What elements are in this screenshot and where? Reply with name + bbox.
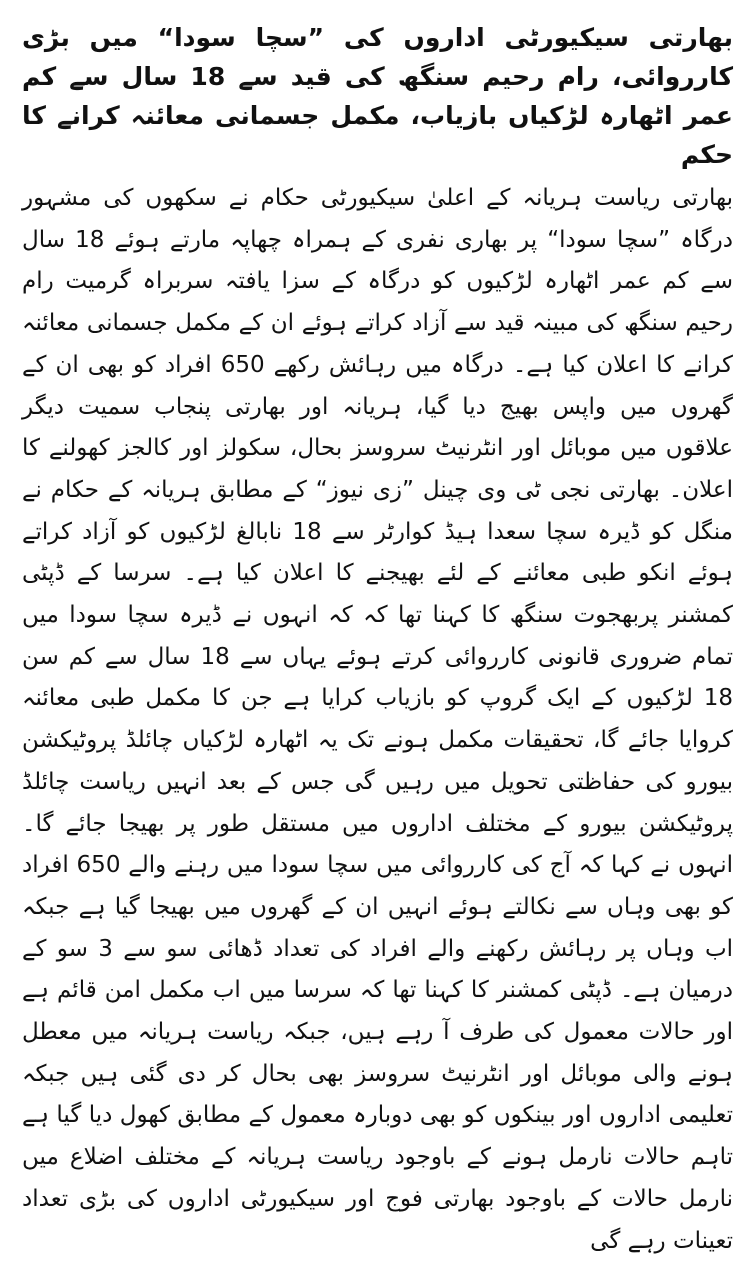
article-headline: بھارتی سیکیورٹی اداروں کی ”سچا سودا“ میں بڑی کارروائی، رام رحیم سنگھ کی قید سے 18 سال سے کم عمر اٹھارہ لڑکیاں بازیاب، مکمل جسمانی معائنہ کرانے کا حکم bbox=[22, 23, 733, 169]
article-body: بھارتی ریاست ہریانہ کے اعلیٰ سیکیورٹی حکام نے سکھوں کی مشہور درگاہ ”سچا سودا“ پر بھاری نفری کے ہمراہ چھاپہ مارتے ہوئے 18 سال سے کم عمر اٹھارہ لڑکیوں کو درگاہ کے سزا یافتہ سربراہ گرمیت رام رحیم سنگھ کی مبینہ قید سے آزاد کراتے ہوئے ان کے مکمل جسمانی معائنہ کرانے کا اعلان کیا ہے۔ درگاہ میں رہائش رکھے 650 افراد کو بھی ان کے گھروں میں واپس بھیج دیا گیا، ہریانہ اور بھارتی پنجاب سمیت دیگر علاقوں میں موبائل اور انٹرنیٹ سروسز بحال، سکولز اور کالجز کھولنے کا اعلان۔ بھارتی نجی ٹی وی چینل ”زی نیوز“ کے مطابق ہریانہ کے حکام نے منگل کو ڈیرہ سچا سعدا ہیڈ کوارٹر سے 18 نابالغ لڑکیوں کو آزاد کراتے ہوئے انکو طبی معائنے کے لئے بھیجنے کا اعلان کیا ہے۔ سرسا کے ڈپٹی کمشنر پربھجوت سنگھ کا کہنا تھا کہ کہ انہوں نے ڈیرہ سچا سودا میں تمام ضروری قانونی کارروائی کرتے ہوئے یہاں سے 18 سال سے کم سن 18 لڑکیوں کے ایک گروپ کو بازیاب کرایا ہے جن کا مکمل طبی معائنہ کروایا جائے گا، تحقیقات مکمل ہونے تک یہ اٹھارہ لڑکیاں چائلڈ پروٹیکشن بیورو کی حفاظتی تحویل میں رہیں گی جس کے بعد انہیں ریاست چائلڈ پروٹیکشن بیورو کے مختلف اداروں میں مستقل طور پر بھیجا جائے گا۔ انہوں نے کہا کہ آج کی کارروائی میں سچا سودا میں رہنے والے 650 افراد کو بھی وہاں سے نکالتے ہوئے انہیں ان کے گھروں میں بھیجا گیا ہے جبکہ اب وہاں پر رہائش رکھنے والے افراد کی تعداد ڈھائی سو سے 3 سو کے درمیان ہے۔ ڈپٹی کمشنر کا کہنا تھا کہ سرسا میں اب مکمل امن قائم ہے اور حالات معمول کی طرف آ رہے ہیں، جبکہ ریاست ہریانہ میں معطل ہونے والی موبائل اور انٹرنیٹ سروسز بھی بحال کر دی گئی ہیں جبکہ تعلیمی اداروں اور بینکوں کو بھی دوبارہ معمول کے مطابق کھول دیا گیا ہے تاہم حالات نارمل ہونے کے باوجود ریاست ہریانہ کے مختلف اضلاع میں نارمل حالات کے باوجود بھارتی فوج اور سیکیورٹی اداروں کی بڑی تعداد تعینات رہے گی bbox=[22, 185, 734, 1254]
